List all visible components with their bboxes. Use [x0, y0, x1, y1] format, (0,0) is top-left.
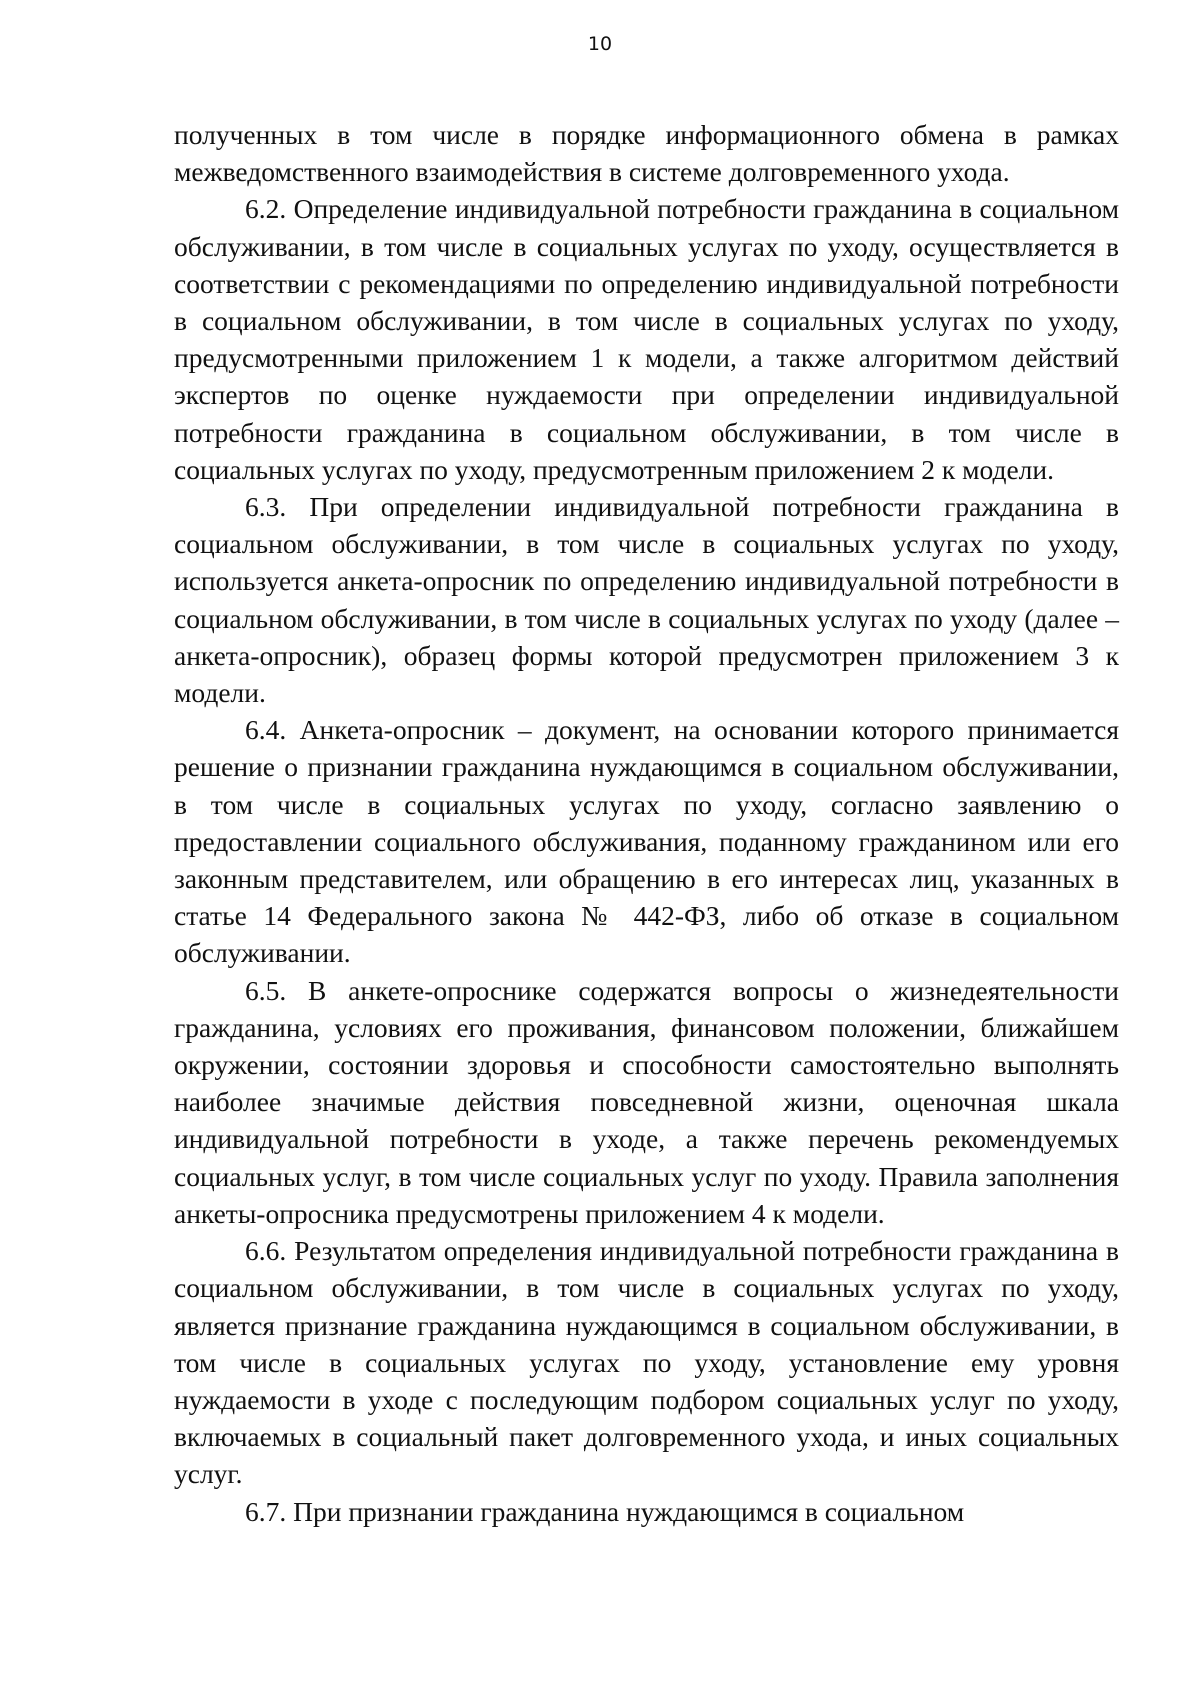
- paragraph-6-6: 6.6. Результатом определения индивидуальной потребности гражданина в социальном обслуживании, в том числе в социальных услугах по уходу, является признание гражданина нуждающимся в социальном обслуживании, в том числе в социальных услугах по уходу, установление ему уровня нуждаемости в уходе с последующим подбором социальных услуг по уходу, включаемых в социальный пакет долговременного ухода, и иных социальных услуг.: [174, 1235, 1119, 1490]
- paragraph-6-5: 6.5. В анкете-опроснике содержатся вопросы о жизнедеятельности гражданина, условиях его проживания, финансовом положении, ближайшем окружении, состоянии здоровья и способности самостоятельно выполнять наиболее значимые действия повседневной жизни, оценочная шкала индивидуальной потребности в уходе, а также перечень рекомендуемых социальных услуг, в том числе социальных услуг по уходу. Правила заполнения анкеты-опросника предусмотрены приложением 4 к модели.: [174, 974, 1119, 1229]
- paragraph-6-3: 6.3. При определении индивидуальной потребности гражданина в социальном обслуживании, в том числе в социальных услугах по уходу, используется анкета-опросник по определению индивидуальной потребности в социальном обслуживании, в том числе в социальных услугах по уходу (далее – анкета-опросник), образец формы которой предусмотрен приложением 3 к модели.: [174, 491, 1119, 709]
- paragraph-continuation: полученных в том числе в порядке информационного обмена в рамках межведомственного взаимодействия в системе долговременного ухода.: [174, 119, 1119, 188]
- document-body: [174, 116, 1119, 1530]
- paragraph-6-4: 6.4. Анкета-опросник – документ, на основании которого принимается решение о признании гражданина нуждающимся в социальном обслуживании, в том числе в социальных услугах по уходу, согласно заявлению о предоставлении социального обслуживания, поданному гражданином или его законным представителем, или обращению в его интересах лиц, указанных в статье 14 Федерального закона № 442-ФЗ, либо об отказе в социальном обслуживании.: [174, 714, 1119, 969]
- paragraph-6-2: 6.2. Определение индивидуальной потребности гражданина в социальном обслуживании, в том числе в социальных услугах по уходу, осуществляется в соответствии с рекомендациями по определению индивидуальной потребности в социальном обслуживании, в том числе в социальных услугах по уходу, предусмотренными приложением 1 к модели, а также алгоритмом действий экспертов по оценке нуждаемости при определении индивидуальной потребности гражданина в социальном обслуживании, в том числе в социальных услугах по уходу, предусмотренным приложением 2 к модели.: [174, 193, 1119, 485]
- paragraph-6-7: 6.7. При признании гражданина нуждающимся в социальном: [245, 1495, 965, 1527]
- page-number: 10: [587, 33, 613, 55]
